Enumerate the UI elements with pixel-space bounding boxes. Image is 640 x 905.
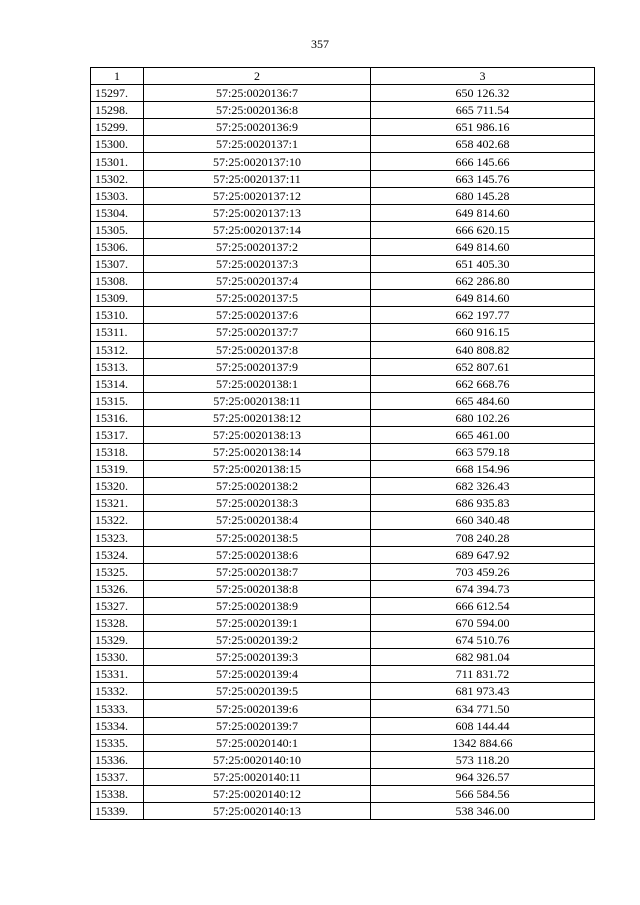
cadastral-number-cell: 57:25:0020140:10 — [144, 751, 371, 768]
cadastral-number-cell: 57:25:0020139:6 — [144, 700, 371, 717]
cadastral-number-cell: 57:25:0020138:11 — [144, 392, 371, 409]
row-number-cell: 15336. — [91, 751, 144, 768]
table-row — [91, 358, 595, 375]
table-row — [91, 187, 595, 204]
row-number-cell: 15299. — [91, 119, 144, 136]
table-row — [91, 409, 595, 426]
row-number-cell: 15303. — [91, 187, 144, 204]
cadastral-value-cell: 666 145.66 — [371, 153, 595, 170]
row-number-cell: 15297. — [91, 85, 144, 102]
cadastral-number-cell: 57:25:0020140:11 — [144, 768, 371, 785]
cadastral-value-cell: 651 405.30 — [371, 256, 595, 273]
table-row — [91, 546, 595, 563]
cadastral-number-cell: 57:25:0020137:9 — [144, 358, 371, 375]
row-number-cell: 15333. — [91, 700, 144, 717]
cadastral-value-cell: 649 814.60 — [371, 290, 595, 307]
row-number-cell: 15307. — [91, 256, 144, 273]
cadastral-number-cell: 57:25:0020138:13 — [144, 426, 371, 443]
cadastral-value-cell: 665 711.54 — [371, 102, 595, 119]
cadastral-number-cell: 57:25:0020138:14 — [144, 444, 371, 461]
row-number-cell: 15304. — [91, 204, 144, 221]
table-row — [91, 683, 595, 700]
table-row — [91, 734, 595, 751]
table-row — [91, 529, 595, 546]
table-row — [91, 392, 595, 409]
row-number-cell: 15301. — [91, 153, 144, 170]
table-row — [91, 238, 595, 255]
cadastral-value-cell: 649 814.60 — [371, 238, 595, 255]
cadastral-number-cell: 57:25:0020138:1 — [144, 375, 371, 392]
row-number-cell: 15306. — [91, 238, 144, 255]
row-number-cell: 15305. — [91, 221, 144, 238]
column-header-3: 3 — [371, 68, 595, 85]
cadastral-number-cell: 57:25:0020138:15 — [144, 461, 371, 478]
row-number-cell: 15331. — [91, 666, 144, 683]
cadastral-number-cell: 57:25:0020140:1 — [144, 734, 371, 751]
cadastral-number-cell: 57:25:0020137:11 — [144, 170, 371, 187]
page-number: 357 — [311, 37, 329, 51]
column-header-2: 2 — [144, 68, 371, 85]
row-number-cell: 15320. — [91, 478, 144, 495]
cadastral-value-table — [90, 67, 595, 820]
table-row — [91, 136, 595, 153]
cadastral-value-cell: 573 118.20 — [371, 751, 595, 768]
cadastral-number-cell: 57:25:0020136:9 — [144, 119, 371, 136]
row-number-cell: 15298. — [91, 102, 144, 119]
cadastral-value-cell: 708 240.28 — [371, 529, 595, 546]
table-row — [91, 426, 595, 443]
row-number-cell: 15329. — [91, 632, 144, 649]
table-row — [91, 717, 595, 734]
cadastral-value-cell: 665 461.00 — [371, 426, 595, 443]
cadastral-value-cell: 674 510.76 — [371, 632, 595, 649]
cadastral-value-cell: 666 620.15 — [371, 221, 595, 238]
table-header — [91, 68, 595, 85]
cadastral-number-cell: 57:25:0020138:3 — [144, 495, 371, 512]
table-row — [91, 256, 595, 273]
row-number-cell: 15335. — [91, 734, 144, 751]
cadastral-number-cell: 57:25:0020137:7 — [144, 324, 371, 341]
table-row — [91, 785, 595, 802]
row-number-cell: 15316. — [91, 409, 144, 426]
table-row — [91, 375, 595, 392]
cadastral-value-cell: 689 647.92 — [371, 546, 595, 563]
cadastral-value-cell: 662 286.80 — [371, 273, 595, 290]
cadastral-number-cell: 57:25:0020137:12 — [144, 187, 371, 204]
table-row — [91, 632, 595, 649]
row-number-cell: 15310. — [91, 307, 144, 324]
cadastral-number-cell: 57:25:0020140:12 — [144, 785, 371, 802]
row-number-cell: 15317. — [91, 426, 144, 443]
cadastral-number-cell: 57:25:0020138:8 — [144, 580, 371, 597]
cadastral-value-cell: 660 916.15 — [371, 324, 595, 341]
table-row — [91, 324, 595, 341]
row-number-cell: 15300. — [91, 136, 144, 153]
cadastral-number-cell: 57:25:0020138:6 — [144, 546, 371, 563]
cadastral-number-cell: 57:25:0020138:7 — [144, 563, 371, 580]
row-number-cell: 15314. — [91, 375, 144, 392]
header-row — [91, 68, 595, 85]
table-row — [91, 221, 595, 238]
table-row — [91, 153, 595, 170]
cadastral-number-cell: 57:25:0020139:4 — [144, 666, 371, 683]
row-number-cell: 15324. — [91, 546, 144, 563]
row-number-cell: 15311. — [91, 324, 144, 341]
column-header-1: 1 — [91, 68, 144, 85]
cadastral-value-cell: 662 197.77 — [371, 307, 595, 324]
row-number-cell: 15337. — [91, 768, 144, 785]
cadastral-value-cell: 674 394.73 — [371, 580, 595, 597]
cadastral-value-cell: 703 459.26 — [371, 563, 595, 580]
cadastral-number-cell: 57:25:0020136:8 — [144, 102, 371, 119]
cadastral-value-cell: 538 346.00 — [371, 803, 595, 820]
cadastral-value-cell: 651 986.16 — [371, 119, 595, 136]
table-row — [91, 119, 595, 136]
row-number-cell: 15308. — [91, 273, 144, 290]
cadastral-value-cell: 964 326.57 — [371, 768, 595, 785]
row-number-cell: 15309. — [91, 290, 144, 307]
cadastral-number-cell: 57:25:0020137:6 — [144, 307, 371, 324]
table-body — [91, 85, 595, 820]
cadastral-number-cell: 57:25:0020140:13 — [144, 803, 371, 820]
cadastral-number-cell: 57:25:0020137:1 — [144, 136, 371, 153]
cadastral-number-cell: 57:25:0020137:2 — [144, 238, 371, 255]
table-row — [91, 768, 595, 785]
row-number-cell: 15330. — [91, 649, 144, 666]
row-number-cell: 15315. — [91, 392, 144, 409]
row-number-cell: 15313. — [91, 358, 144, 375]
table-row — [91, 273, 595, 290]
table-row — [91, 204, 595, 221]
table-row — [91, 563, 595, 580]
cadastral-number-cell: 57:25:0020138:12 — [144, 409, 371, 426]
table-row — [91, 649, 595, 666]
table-row — [91, 597, 595, 614]
cadastral-number-cell: 57:25:0020137:4 — [144, 273, 371, 290]
row-number-cell: 15322. — [91, 512, 144, 529]
row-number-cell: 15312. — [91, 341, 144, 358]
cadastral-number-cell: 57:25:0020137:8 — [144, 341, 371, 358]
cadastral-value-cell: 665 484.60 — [371, 392, 595, 409]
cadastral-value-cell: 668 154.96 — [371, 461, 595, 478]
row-number-cell: 15334. — [91, 717, 144, 734]
table-row — [91, 751, 595, 768]
table-row — [91, 580, 595, 597]
row-number-cell: 15328. — [91, 615, 144, 632]
cadastral-value-cell: 1342 884.66 — [371, 734, 595, 751]
cadastral-value-cell: 640 808.82 — [371, 341, 595, 358]
row-number-cell: 15339. — [91, 803, 144, 820]
row-number-cell: 15332. — [91, 683, 144, 700]
cadastral-value-cell: 680 102.26 — [371, 409, 595, 426]
cadastral-number-cell: 57:25:0020137:14 — [144, 221, 371, 238]
cadastral-value-cell: 686 935.83 — [371, 495, 595, 512]
row-number-cell: 15325. — [91, 563, 144, 580]
cadastral-number-cell: 57:25:0020139:3 — [144, 649, 371, 666]
cadastral-value-cell: 658 402.68 — [371, 136, 595, 153]
cadastral-number-cell: 57:25:0020138:9 — [144, 597, 371, 614]
cadastral-value-cell: 634 771.50 — [371, 700, 595, 717]
table-row — [91, 307, 595, 324]
table-row — [91, 102, 595, 119]
cadastral-value-cell: 652 807.61 — [371, 358, 595, 375]
cadastral-number-cell: 57:25:0020136:7 — [144, 85, 371, 102]
row-number-cell: 15321. — [91, 495, 144, 512]
cadastral-value-cell: 663 579.18 — [371, 444, 595, 461]
row-number-cell: 15319. — [91, 461, 144, 478]
table-row — [91, 85, 595, 102]
row-number-cell: 15318. — [91, 444, 144, 461]
table-row — [91, 700, 595, 717]
table-row — [91, 512, 595, 529]
cadastral-number-cell: 57:25:0020138:5 — [144, 529, 371, 546]
table-row — [91, 615, 595, 632]
cadastral-value-cell: 649 814.60 — [371, 204, 595, 221]
cadastral-value-cell: 662 668.76 — [371, 375, 595, 392]
table-row — [91, 290, 595, 307]
cadastral-value-cell: 650 126.32 — [371, 85, 595, 102]
row-number-cell: 15338. — [91, 785, 144, 802]
cadastral-number-cell: 57:25:0020137:5 — [144, 290, 371, 307]
table-row — [91, 444, 595, 461]
cadastral-number-cell: 57:25:0020139:1 — [144, 615, 371, 632]
cadastral-value-cell: 711 831.72 — [371, 666, 595, 683]
table-row — [91, 341, 595, 358]
cadastral-number-cell: 57:25:0020139:7 — [144, 717, 371, 734]
cadastral-value-cell: 566 584.56 — [371, 785, 595, 802]
row-number-cell: 15302. — [91, 170, 144, 187]
row-number-cell: 15326. — [91, 580, 144, 597]
cadastral-number-cell: 57:25:0020139:5 — [144, 683, 371, 700]
table-row — [91, 666, 595, 683]
cadastral-value-cell: 680 145.28 — [371, 187, 595, 204]
cadastral-value-cell: 608 144.44 — [371, 717, 595, 734]
cadastral-number-cell: 57:25:0020139:2 — [144, 632, 371, 649]
cadastral-number-cell: 57:25:0020138:2 — [144, 478, 371, 495]
cadastral-value-cell: 663 145.76 — [371, 170, 595, 187]
cadastral-value-cell: 666 612.54 — [371, 597, 595, 614]
cadastral-value-cell: 660 340.48 — [371, 512, 595, 529]
cadastral-number-cell: 57:25:0020137:10 — [144, 153, 371, 170]
cadastral-value-cell: 682 326.43 — [371, 478, 595, 495]
row-number-cell: 15323. — [91, 529, 144, 546]
row-number-cell: 15327. — [91, 597, 144, 614]
table-row — [91, 170, 595, 187]
table-row — [91, 461, 595, 478]
table-row — [91, 803, 595, 820]
cadastral-number-cell: 57:25:0020137:13 — [144, 204, 371, 221]
cadastral-value-cell: 682 981.04 — [371, 649, 595, 666]
cadastral-number-cell: 57:25:0020137:3 — [144, 256, 371, 273]
table-row — [91, 478, 595, 495]
cadastral-value-cell: 670 594.00 — [371, 615, 595, 632]
cadastral-number-cell: 57:25:0020138:4 — [144, 512, 371, 529]
table-row — [91, 495, 595, 512]
cadastral-value-cell: 681 973.43 — [371, 683, 595, 700]
